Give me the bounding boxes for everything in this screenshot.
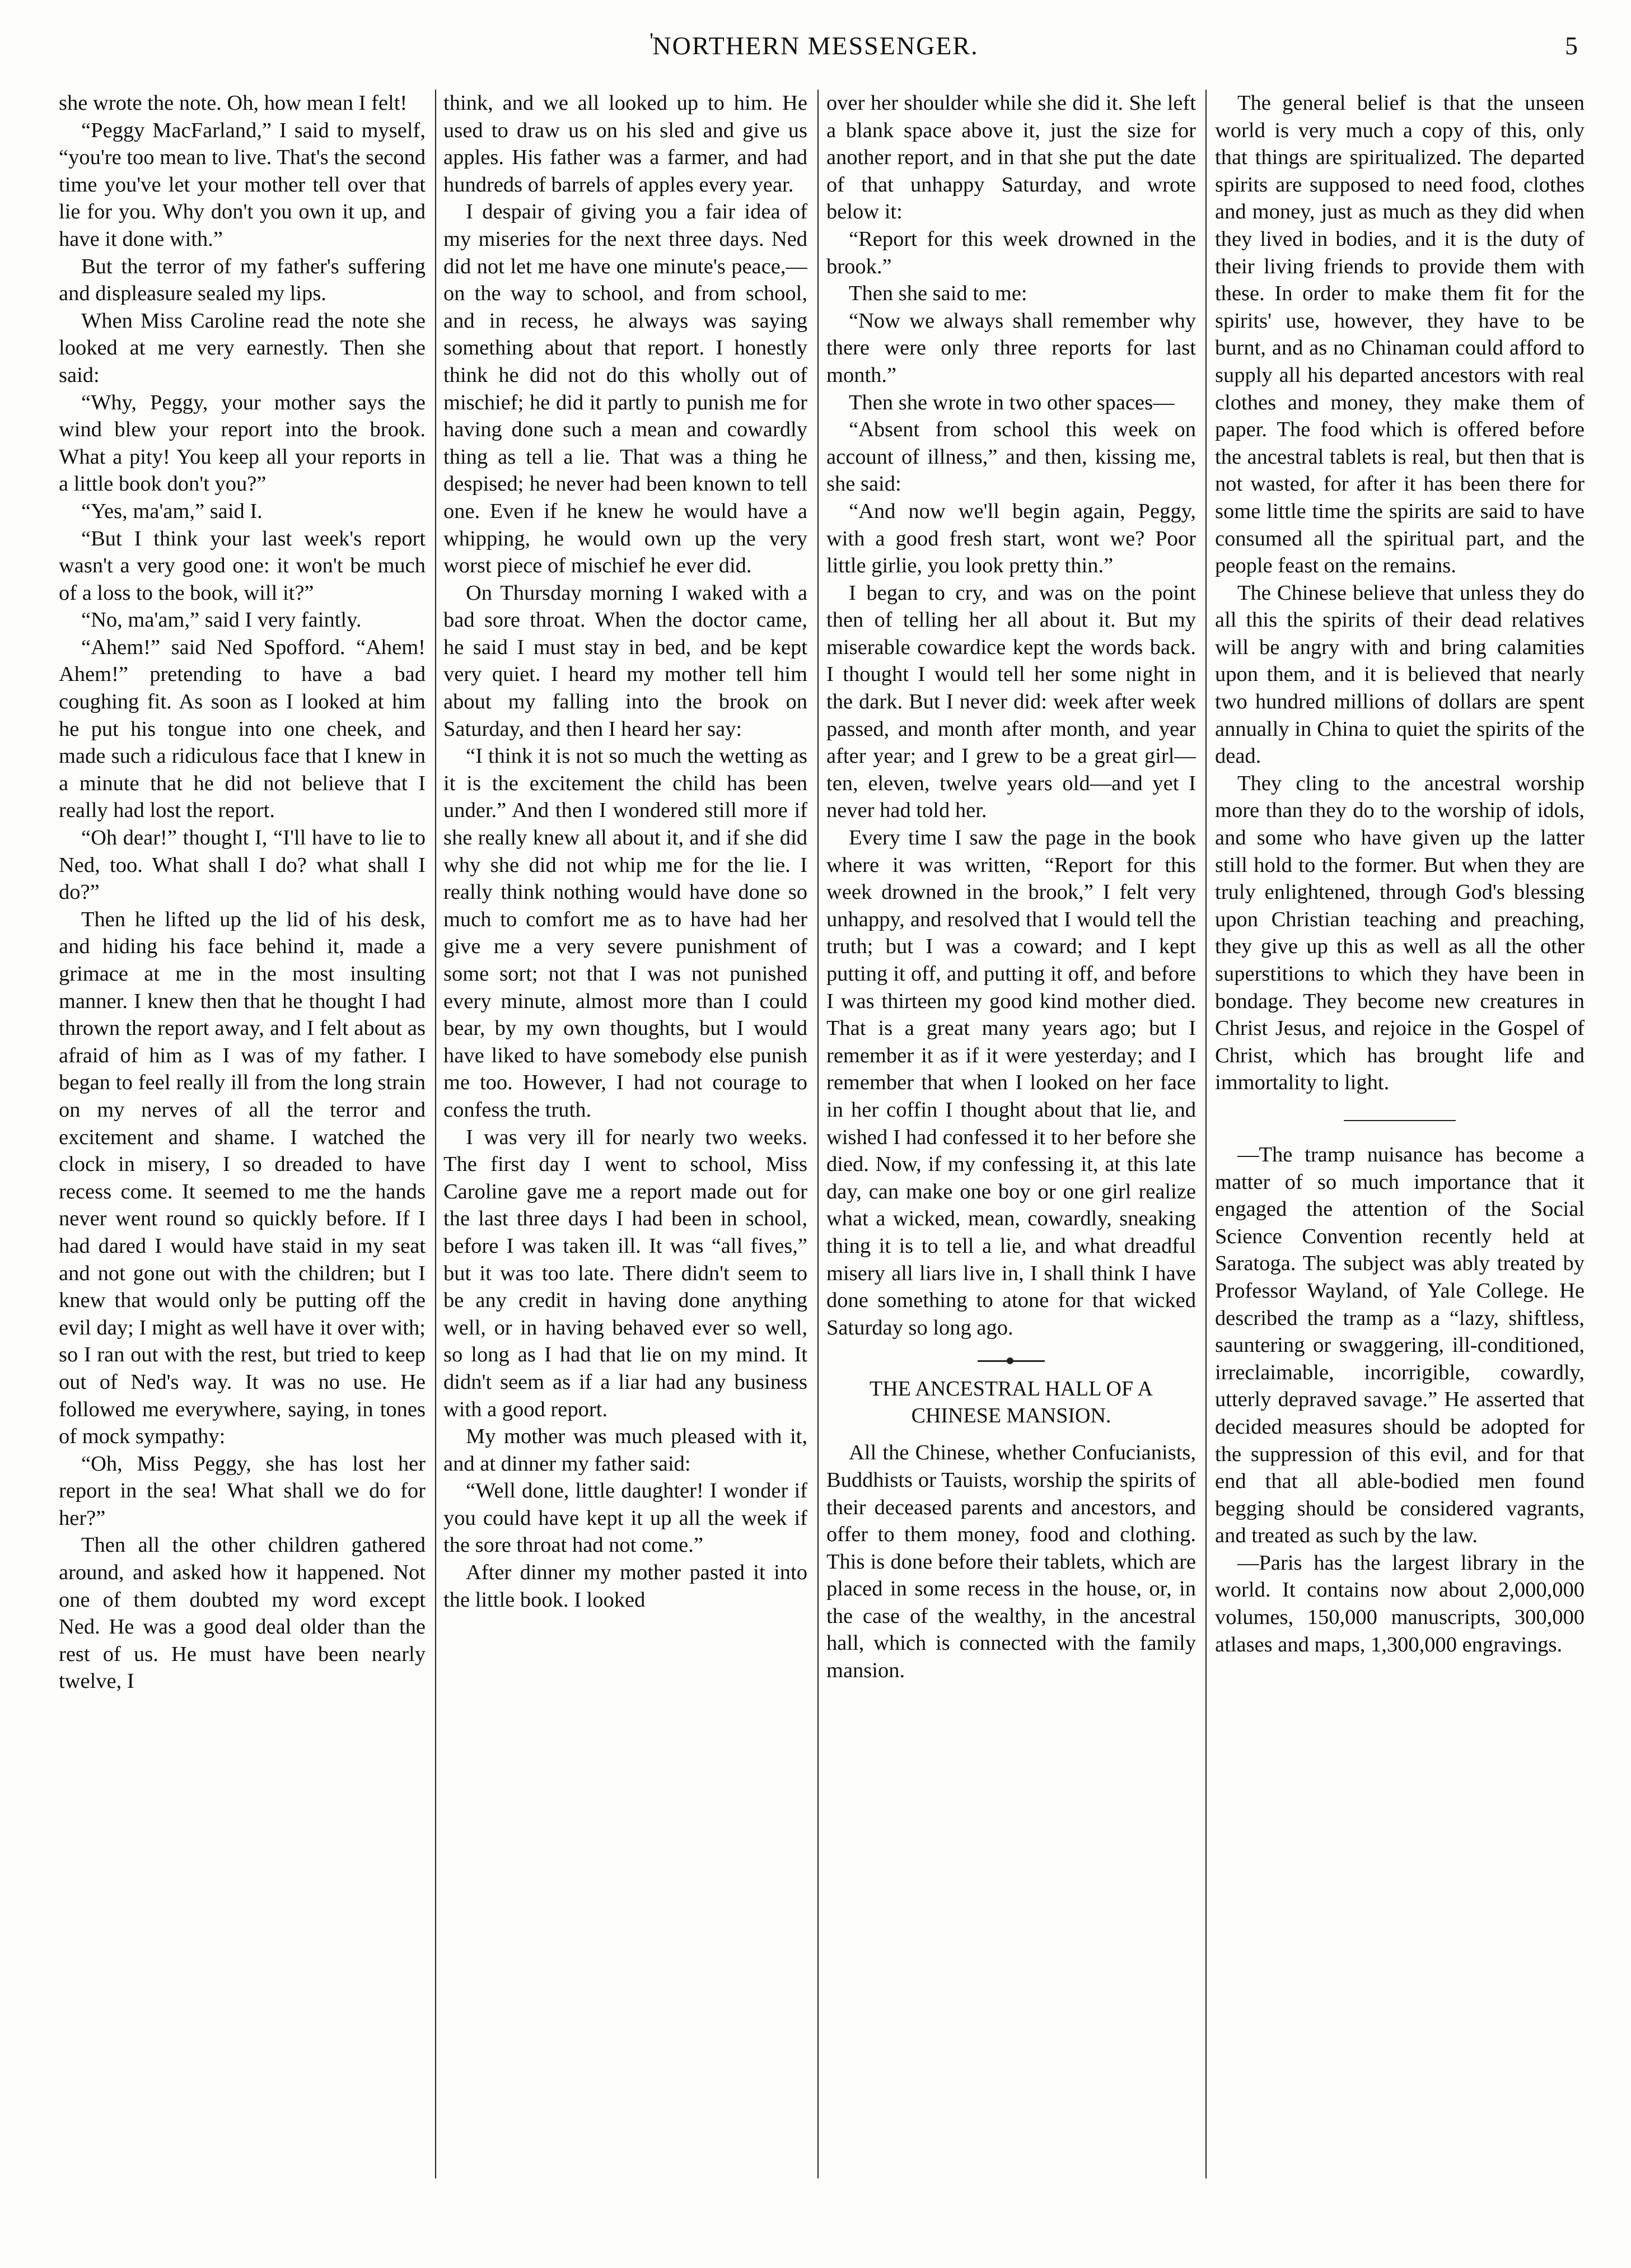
paragraph: “Well done, little daughter! I wonder if you could have kept it up all the week if the sore throat had not come.”: [443, 1479, 807, 1557]
paragraph: “Oh, Miss Peggy, she has lost her report in the sea! What shall we do for her?”: [59, 1452, 426, 1530]
paragraph: The Chinese believe that unless they do all this the spirits of their dead relatives will be angry with and bring calamities upon them, and it is believed that nearly two hundred millions of dollars are spent annually in China to quiet the spirits of the dead.: [1215, 581, 1585, 768]
paragraph: I began to cry, and was on the point then of telling her all about it. But my miserable cowardice kept the words back. I thought I would tell her some night in the dark. But I never did: week after week passed, and month after month, and year after year; and I grew to be a great girl—ten, eleven, twelve years old—and yet I never had told her.: [826, 581, 1196, 823]
column-rule: [1205, 90, 1207, 2178]
paragraph: “Yes, ma'am,” said I.: [81, 499, 263, 523]
news-items: [1215, 1141, 1585, 1658]
paragraph: “Peggy MacFarland,” I said to myself, “you're too mean to live. That's the second time you've let your mother tell over that lie for you. Why don't you own it up, and have it done with.”: [59, 118, 426, 251]
paragraph: When Miss Caroline read the note she looked at me very earnestly. Then she said:: [59, 309, 426, 387]
paragraph: The general belief is that the unseen world is very much a copy of this, only that things are spiritualized. The departed spirits are supposed to need food, clothes and money, just as much as they did when they lived in bodies, and it is the duty of their living friends to provide them with these. In order to make them fit for the spirits' use, however, they have to be burnt, and as no Chinaman could afford to supply all his departed ancestors with real clothes and money, they make them of paper. The food which is offered before the ancestral tablets is real, but then that is not wasted, for after it has been there for some little time the spirits are said to have consumed all the spiritual part, and the people feast on the remains.: [1215, 91, 1585, 578]
paragraph: “Absent from school this week on account of illness,” and then, kissing me, she said:: [826, 418, 1196, 496]
column-2: [443, 90, 807, 2181]
article-body: [826, 1439, 1196, 1684]
paragraph: “Report for this week drowned in the brook.”: [826, 227, 1196, 278]
paragraph: “No, ma'am,” said I very faintly.: [81, 608, 362, 632]
paragraph: Every time I saw the page in the book where it was written, “Report for this week drowned in the brook,” I felt very unhappy, and resolved that I would tell the truth; but I was a coward; and I kept putting it off, and putting it off, and before I was thirteen my good kind mother died. That is a great many years ago; but I remember it as if it were yesterday; and I remember that when I looked on her face in her coffin I thought about that lie, and wished I had confessed it to her before she died. Now, if my confessing it, at this late day, can make one boy or one girl realize what a wicked, mean, cowardly, sneaking thing it is to tell a lie, and what dreadful misery all liars live in, I shall think I have done something to atone for that wicked Saturday so long ago.: [826, 826, 1196, 1340]
column-3: [826, 90, 1196, 2181]
article-heading: THE ANCESTRAL HALL OF A CHINESE MANSION.: [870, 1377, 1153, 1428]
paragraph: “Oh dear!” thought I, “I'll have to lie to Ned, too. What shall I do? what shall I do?”: [59, 826, 426, 904]
masthead-title: NORTHERN MESSENGER.: [652, 31, 979, 60]
section-separator: [978, 1360, 1045, 1362]
paragraph: Then he lifted up the lid of his desk, and hiding his face behind it, made a grimace at me in the most insulting manner. I knew then that he thought I had thrown the report away, and I felt about as afraid of him as I was of my father. I began to feel really ill from the long strain on my nerves of all the terror and excitement and shame. I watched the clock in misery, I so dreaded to have recess come. It seemed to me the hands never went round so quickly before. If I had dared I would have staid in my seat and not gone out with the children; but I knew that would only be putting off the evil day; I might as well have it over with; so I ran out with the rest, but tried to keep out of Ned's way. It was no use. He followed me everywhere, saying, in tones of mock sympathy:: [59, 907, 426, 1449]
paragraph: But the terror of my father's suffering and displeasure sealed my lips.: [59, 254, 426, 306]
paragraph: think, and we all looked up to him. He used to draw us on his sled and give us apples. His father was a farmer, and had hundreds of barrels of apples every year.: [443, 91, 807, 197]
paragraph: “Ahem!” said Ned Spofford. “Ahem! Ahem!” pretending to have a bad coughing fit. As soon as I looked at him he put his tongue into one cheek, and made such a ridiculous face that I knew in a minute that he did not believe that I really had lost the report.: [59, 635, 426, 823]
paragraph: My mother was much pleased with it, and at dinner my father said:: [443, 1425, 807, 1476]
paragraph: “I think it is not so much the wetting as it is the excitement the child has been under.” And then I wondered still more if she really knew all about it, and if she did why she did not whip me for the lie. I really think nothing would have done so much to comfort me as to have had her give me a very severe punishment of some sort; not that I was not punished every minute, almost more than I could bear, by my own thoughts, but I would have liked to have somebody else punish me too. However, I had not courage to confess the truth.: [443, 744, 807, 1122]
story-conclusion: [826, 90, 1196, 1341]
paragraph: I despair of giving you a fair idea of my miseries for the next three days. Ned did not let me have one minute's peace,—on the way to school, and from school, and in recess, he always was saying something about that report. I honestly think he did not do this wholly out of mischief; he did it partly to punish me for having done such a mean and cowardly thing as tell a lie. That was a thing he despised; he never had been known to tell one. Even if he knew he would have a whipping, he would own up the very worst piece of mischief he ever did.: [443, 200, 807, 578]
column-rule: [435, 90, 436, 2178]
paragraph: over her shoulder while she did it. She left a blank space above it, just the size for another report, and in that she put the date of that unhappy Saturday, and wrote below it:: [826, 91, 1196, 224]
paragraph: —Paris has the largest library in the world. It contains now about 2,000,000 volumes, 150,000 manuscripts, 300,000 atlases and maps, 1,300,000 engravings.: [1215, 1551, 1585, 1656]
section-separator: [1344, 1120, 1456, 1121]
paragraph: “And now we'll begin again, Peggy, with a good fresh start, wont we? Poor little girlie, you look pretty thin.”: [826, 499, 1196, 578]
paragraph: she wrote the note. Oh, how mean I felt!: [59, 91, 408, 115]
paragraph: They cling to the ancestral worship more than they do to the worship of idols, and some who have given up the latter still hold to the former. But when they are truly enlightened, through God's blessing upon Christian teaching and preaching, they give up this as well as all the other superstitions to which they have been in bondage. They become new creatures in Christ Jesus, and rejoice in the Gospel of Christ, which has brought life and immortality to light.: [1215, 771, 1585, 1095]
page-header: [34, 28, 1597, 70]
column-4: [1215, 90, 1585, 2181]
column-1: [59, 90, 426, 2181]
paragraph: After dinner my mother pasted it into the little book. I looked: [443, 1561, 807, 1612]
paragraph: “Why, Peggy, your mother says the wind blew your report into the brook. What a pity! You keep all your reports in a little book don't you?”: [59, 390, 426, 496]
paragraph: On Thursday morning I waked with a bad sore throat. When the doctor came, he said I must stay in bed, and be kept very quiet. I heard my mother tell him about my falling into the brook on Saturday, and then I heard her say:: [443, 581, 807, 741]
page-number: 5: [1565, 31, 1578, 60]
column-rule: [817, 90, 819, 2178]
paragraph: “Now we always shall remember why there were only three reports for last month.”: [826, 309, 1196, 387]
paragraph: —The tramp nuisance has become a matter of so much importance that it engaged the attention of the Social Science Convention recently held at Saratoga. The subject was ably treated by Professor Wayland, of Yale College. He described the tramp as a “lazy, shiftless, sauntering or swaggering, ill-conditioned, irreclaimable, incorrigible, cowardly, utterly depraved savage.” He asserted that decided measures should be adopted for the suppression of this evil, and for that end that all able-bodied men found begging should be considered vagrants, and treated as such by the law.: [1215, 1142, 1585, 1548]
paragraph: All the Chinese, whether Confucianists, Buddhists or Tauists, worship the spirits of their deceased parents and ancestors, and offer to them money, food and clothing. This is done before their tablets, which are placed in some recess in the house, or, in the case of the wealthy, in the ancestral hall, which is connected with the family mansion.: [826, 1441, 1196, 1683]
paragraph: Then she wrote in two other spaces—: [849, 390, 1175, 414]
paragraph: Then she said to me:: [849, 282, 1027, 306]
article-continuation: [1215, 90, 1585, 1096]
paragraph: I was very ill for nearly two weeks. The first day I went to school, Miss Caroline gave me a report made out for the last three days I had been in school, before I was taken ill. It was “all fives,” but it was too late. There didn't seem to be any credit in having done anything well, or in having behaved ever so well, so long as I had that lie on my mind. It didn't seem as if a liar had any business with a good report.: [443, 1125, 807, 1421]
paragraph: “But I think your last week's report wasn't a very good one: it won't be much of a loss to the book, will it?”: [59, 526, 426, 605]
header-mark: ': [649, 28, 654, 53]
paragraph: Then all the other children gathered around, and asked how it happened. Not one of them doubted my word except Ned. He was a good deal older than the rest of us. He must have been nearly twelve, I: [59, 1533, 426, 1693]
